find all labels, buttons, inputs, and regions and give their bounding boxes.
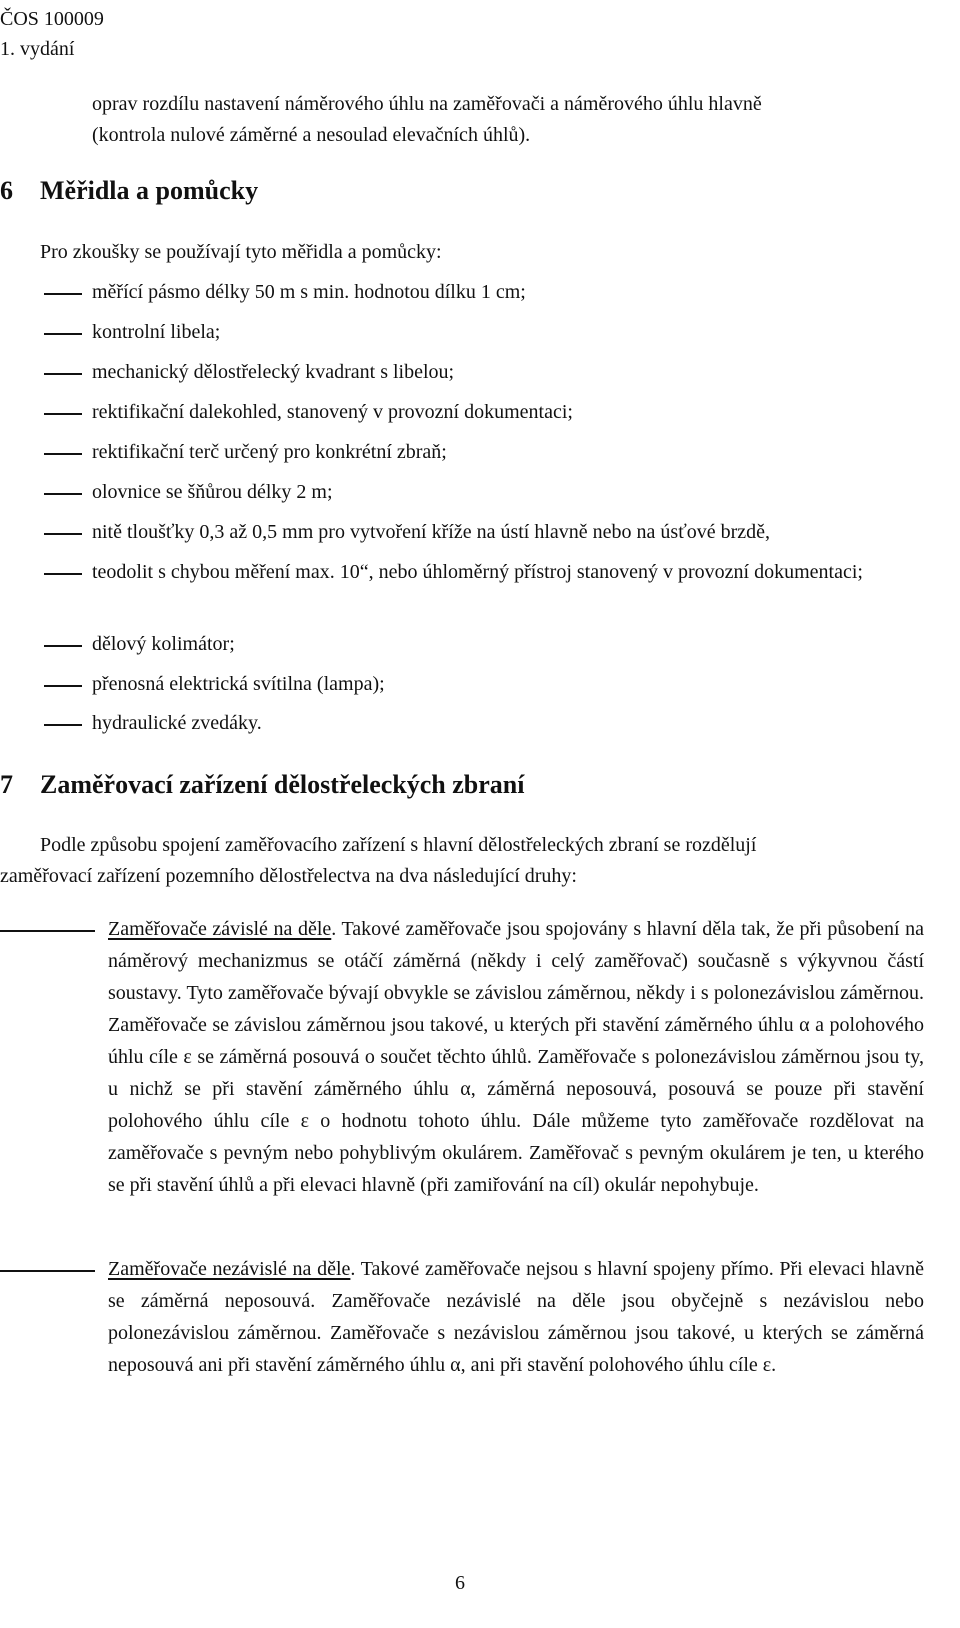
section-6-heading [0, 176, 258, 206]
list-dash [44, 645, 82, 647]
list-item: mechanický dělostřelecký kvadrant s libelou; [92, 361, 455, 383]
section-6-lead: Pro zkoušky se používají tyto měřidla a pomůcky: [40, 241, 442, 263]
bullet-term: Zaměřovače závislé na děle [108, 918, 332, 940]
bullet-dependent-sights [108, 913, 924, 1201]
bullet-independent-sights [108, 1253, 924, 1381]
list-item: rektifikační terč určený pro konkrétní zbraň; [92, 441, 447, 463]
intro-line-2: (kontrola nulové záměrné a nesoulad elevačních úhlů). [92, 124, 531, 146]
bullet-text: . Takové zaměřovače jsou spojovány s hlavní děla tak, že při působení na náměrový mechanizmus se otáčí záměrná (někdy i celý zaměřovač) současně s výkyvnou částí soustavy. Tyto zaměřovače bývají obvykle se závislou záměrnou, někdy i s polonezávislou záměrnou. Zaměřovače se závislou záměrnou jsou takové, u kterých při stavění záměrného úhlu α a polohového úhlu cíle ε se záměrná posouvá o součet těchto úhlů. Zaměřovače s polonezávislou záměrnou jsou ty, u nichž se při stavění záměrného úhlu α, záměrná neposouvá, posouvá se pouze při stavění polohového úhlu cíle ε o hodnotu tohoto úhlu. Dále můžeme tyto zaměřovače rozdělovat na zaměřovače s pevným nebo pohyblivým okulárem. Zaměřovač s pevným okulárem je ten, u kterého se při stavění úhlů a při elevaci hlavně (při zamiřování na cíl) okulár nepohybuje. [108, 918, 924, 1196]
list-dash [44, 573, 82, 575]
list-item: kontrolní libela; [92, 321, 221, 343]
page-number: 6 [455, 1572, 465, 1594]
section-7-paragraph-line-2: zaměřovací zařízení pozemního dělostřelectva na dva následující druhy: [0, 865, 577, 887]
bullet-text: . Takové zaměřovače nejsou s hlavní spojeny přímo. Při elevaci hlavně se záměrná neposouvá. Zaměřovače nezávislé na děle jsou obyčejně s nezávislou nebo polonezávislou záměrnou. Zaměřovače s nezávislou záměrnou jsou takové, u kterých se záměrná neposouvá ani při stavění záměrného úhlu α, ani při stavění polohového úhlu cíle ε. [108, 1258, 924, 1376]
list-dash [44, 413, 82, 415]
list-dash [44, 685, 82, 687]
bullet-term: Zaměřovače nezávislé na děle [108, 1258, 351, 1280]
bullet-dash [0, 930, 95, 932]
section-7-heading [0, 770, 524, 800]
list-item: dělový kolimátor; [92, 633, 235, 655]
section-6-title: Měřidla a pomůcky [40, 176, 259, 205]
list-item: teodolit s chybou měření max. 10“, nebo úhloměrný přístroj stanovený v provozní dokumentaci; [92, 561, 863, 583]
list-item: měřící pásmo délky 50 m s min. hodnotou dílku 1 cm; [92, 281, 526, 303]
list-dash [44, 493, 82, 495]
list-item: hydraulické zvedáky. [92, 712, 262, 734]
bullet-dash [0, 1270, 95, 1272]
intro-line-1: oprav rozdílu nastavení náměrového úhlu na zaměřovači a náměrového úhlu hlavně [92, 93, 762, 115]
section-7-paragraph-line-1: Podle způsobu spojení zaměřovacího zařízení s hlavní dělostřeleckých zbraní se rozdělují [40, 834, 757, 856]
list-dash [44, 453, 82, 455]
list-dash [44, 333, 82, 335]
list-item: přenosná elektrická svítilna (lampa); [92, 673, 385, 695]
list-item: olovnice se šňůrou délky 2 m; [92, 481, 333, 503]
list-dash [44, 293, 82, 295]
section-7-title: Zaměřovací zařízení dělostřeleckých zbraní [40, 770, 525, 799]
list-dash [44, 533, 82, 535]
list-item: nitě tloušťky 0,3 až 0,5 mm pro vytvoření kříže na ústí hlavně nebo na úsťové brzdě, [92, 521, 771, 543]
standard-code: ČOS 100009 [0, 8, 104, 30]
section-7-number: 7 [0, 770, 13, 799]
edition-label: 1. vydání [0, 38, 75, 60]
list-dash [44, 724, 82, 726]
list-item: rektifikační dalekohled, stanovený v provozní dokumentaci; [92, 401, 573, 423]
section-6-number: 6 [0, 176, 13, 205]
list-dash [44, 373, 82, 375]
page-header [0, 4, 104, 64]
